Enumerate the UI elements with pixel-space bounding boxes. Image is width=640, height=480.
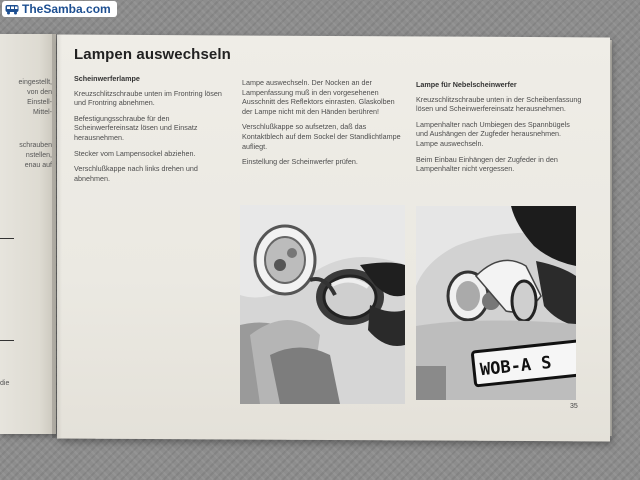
licence-plate-text: WOB-A S [479,352,553,381]
headlight-photo-illustration [240,205,405,404]
column1-paragraph: Befestigungsschraube für den Scheinwerfereinsatz lösen und Einsatz herausnehmen. [74,113,198,142]
left-rule [0,340,14,341]
left-text-line: nstellen, [25,152,52,159]
column1-heading: Scheinwerferlampe [74,74,140,83]
left-rule [0,238,14,239]
watermark-label: TheSamba.com [22,2,111,16]
left-text-line: Mittel- [32,109,52,116]
column-scheinwerferlampe [74,74,234,189]
watermark [2,1,117,17]
left-text-line: eingestellt, [18,79,52,86]
column2-paragraph: Lampe auswechseln. Der Nocken an der Lampenfassung muß in den vorgesehenen Ausschnitt des Reflektors einrasten. Glaskolben der Lampe nicht mit den Händen berühren! [242,78,395,116]
column3-paragraph: Lampenhalter nach Umbiegen des Spannbügels und Aushängen der Zugfeder herausnehmen. Lampe auswechseln. [416,119,570,148]
left-text-line: die [0,380,10,387]
left-text-line: von den [27,89,52,96]
column1-paragraph: Verschlußkappe nach links drehen und abnehmen. [74,164,198,183]
column3-heading: Lampe für Nebelscheinwerfer [416,80,517,89]
headlight-photo [240,205,405,404]
left-text-line: schrauben [19,142,52,149]
bus-logo-icon [5,4,19,15]
foglight-photo-illustration [416,206,576,400]
left-text-line: Einstell- [27,99,52,106]
book-gutter [52,34,62,438]
column2-paragraph: Verschlußkappe so aufsetzen, daß das Kontaktblech auf dem Sockel der Standlichtlampe aufliegt. [242,122,401,151]
column-instructions [242,78,404,173]
left-text-line: enau auf [24,162,52,169]
column2-paragraph: Einstellung der Scheinwerfer prüfen. [242,157,358,167]
column3-paragraph: Kreuzschlitzschraube unten in der Scheibenfassung lösen und Scheinwerfereinsatz herausnehmen. [416,94,582,114]
page-title: Lampen auswechseln [74,46,231,63]
left-page [0,34,56,434]
foglight-photo [416,206,576,400]
column1-paragraph: Stecker vom Lampensockel abziehen. [74,148,196,158]
column3-paragraph: Beim Einbau Einhängen der Zugfeder in den Lampenhalter nicht vergessen. [416,154,558,174]
page-number: 35 [570,403,578,410]
column1-paragraph: Kreuzschlitzschraube unten im Frontring lösen und Frontring abnehmen. [74,88,222,108]
column-nebelscheinwerfer [416,80,582,180]
